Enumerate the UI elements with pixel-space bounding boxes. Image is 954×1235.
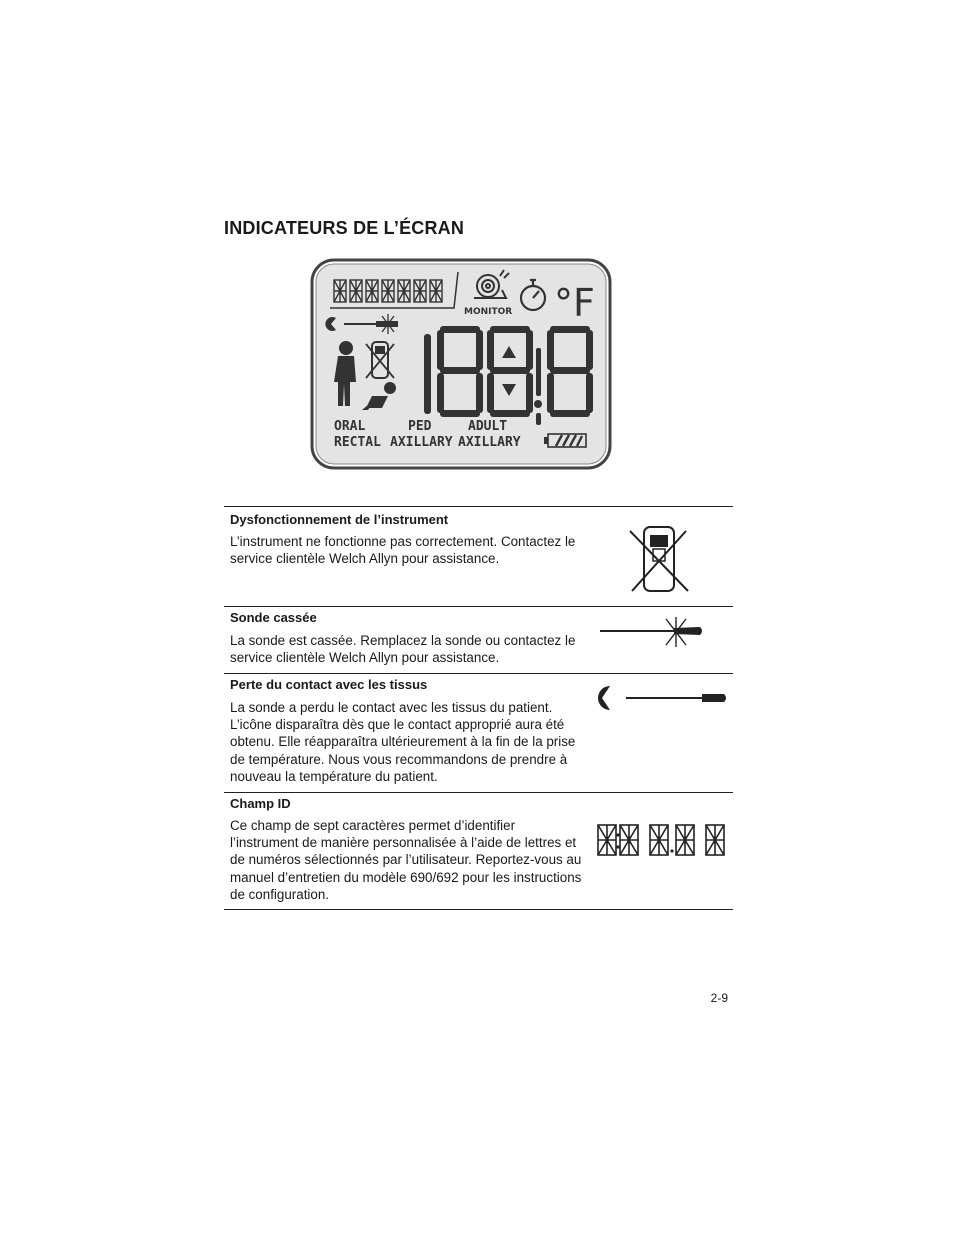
- indicator-table: [224, 506, 733, 910]
- page-title: INDICATEURS DE L’ÉCRAN: [224, 218, 465, 238]
- instrument-malfunction-icon: [624, 523, 714, 595]
- lcd-monitor-label: MONITOR: [464, 307, 513, 317]
- indicator-row-tissue-contact: [224, 673, 733, 792]
- indicator-title: Perte du contact avec les tissus: [230, 677, 428, 692]
- page-number: 2-9: [710, 991, 728, 1005]
- indicator-description: L’instrument ne fonctionne pas correctement. Contactez le service clientèle Welch Allyn pour assistance.: [230, 534, 576, 567]
- indicator-row-broken-probe: [224, 606, 733, 673]
- id-field-icon: [596, 823, 730, 857]
- broken-probe-icon: [596, 615, 708, 651]
- lcd-id-field: [334, 280, 442, 302]
- indicator-title: Champ ID: [230, 796, 291, 811]
- indicator-title: Sonde cassée: [230, 610, 317, 625]
- lcd-label-rectal: RECTAL: [334, 435, 381, 450]
- tissue-contact-icon: [596, 682, 732, 714]
- lcd-label-oral: ORAL: [334, 419, 366, 434]
- lcd-unit: °F: [554, 281, 595, 325]
- lcd-label-axillary-ped: AXILLARY: [390, 435, 453, 450]
- indicator-row-instrument-malfunction: [224, 506, 733, 606]
- lcd-label-adult: ADULT: [468, 419, 508, 434]
- indicator-description: Ce champ de sept caractères permet d’identifier l’instrument de manière personnalisée à l’aide de lettres et de numéros sélectionnés par l’utilisateur. Reportez-vous au manuel d’entretien du modèle 690/692 pour les instructions de configuration.: [230, 818, 582, 902]
- lcd-label-axillary-adult: AXILLARY: [458, 435, 521, 450]
- lcd-display-figure: [310, 258, 612, 470]
- indicator-title: Dysfonctionnement de l’instrument: [230, 512, 449, 527]
- indicator-description: La sonde a perdu le contact avec les tissus du patient. L’icône disparaîtra dès que le contact approprié aura été obtenu. Elle réapparaîtra ultérieurement à la fin de la prise de température. Nous vous recommandons de prendre à nouveau la température du patient.: [230, 700, 576, 784]
- lcd-label-ped: PED: [408, 419, 432, 434]
- indicator-description: La sonde est cassée. Remplacez la sonde ou contactez le service clientèle Welch Allyn pour assistance.: [230, 633, 576, 666]
- indicator-row-id-field: [224, 792, 733, 910]
